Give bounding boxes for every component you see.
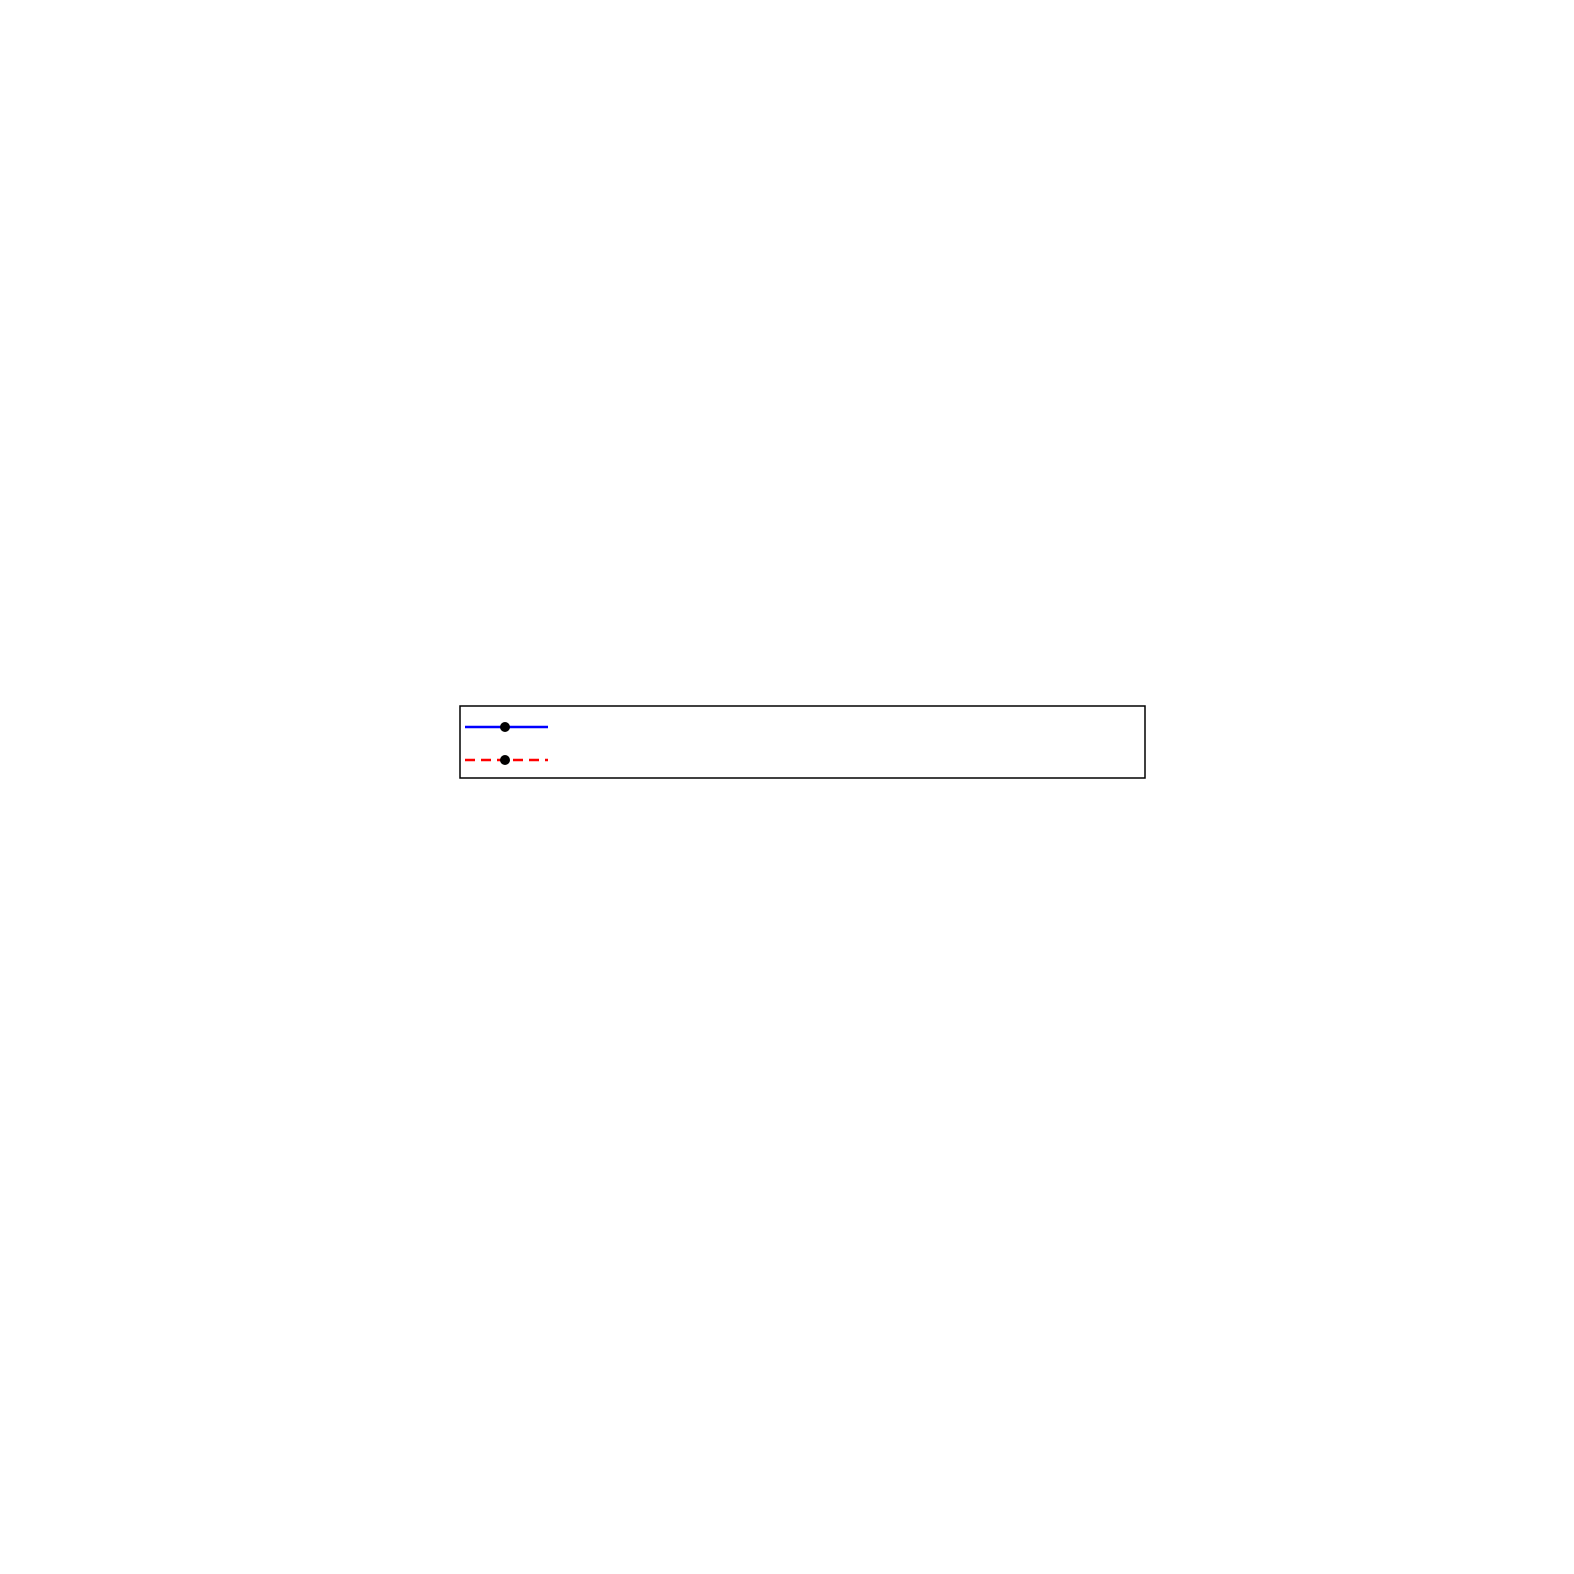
legend [460, 706, 1145, 778]
legend-box [460, 706, 1145, 778]
legend-marker-model [500, 755, 510, 765]
legend-marker-arm [500, 722, 510, 732]
